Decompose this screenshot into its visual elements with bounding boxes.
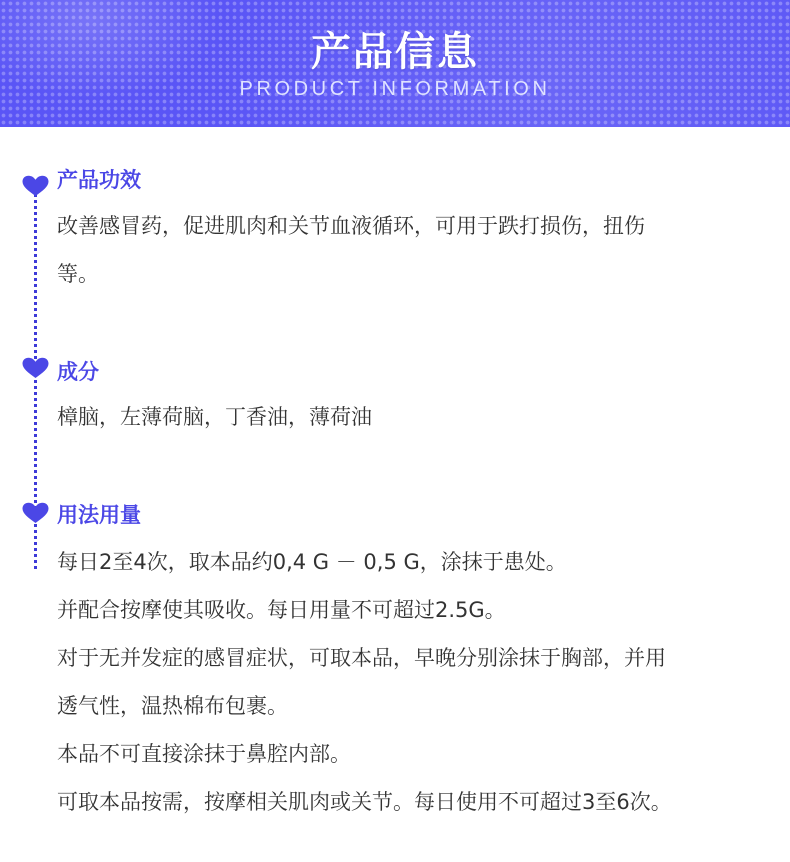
- body-line: 对于无并发症的感冒症状，可取本品，早晚分别涂抹于胸部，并用: [57, 646, 666, 670]
- heart-icon: [22, 175, 49, 197]
- body-line: 本品不可直接涂抹于鼻腔内部。: [57, 742, 351, 766]
- body-line: 每日2至4次，取本品约0,4 G － 0,5 G，涂抹于患处。: [57, 550, 567, 574]
- body-line: 透气性，温热棉布包裹。: [57, 694, 288, 718]
- page-title: 产品信息: [311, 29, 479, 75]
- section-title: 产品功效: [57, 168, 141, 192]
- section-title: 成分: [57, 360, 99, 384]
- page-subtitle: PRODUCT INFORMATION: [239, 78, 551, 100]
- heart-icon: [22, 357, 49, 379]
- body-line: 并配合按摩使其吸收。每日用量不可超过2.5G。: [57, 598, 506, 622]
- header-banner: [0, 0, 790, 127]
- body-line: 樟脑，左薄荷脑，丁香油，薄荷油: [57, 405, 372, 429]
- section-title: 用法用量: [57, 503, 141, 527]
- section-body: [57, 393, 763, 441]
- section-body: [57, 202, 763, 298]
- heart-icon: [22, 502, 49, 524]
- body-line: 改善感冒药，促进肌肉和关节血液循环，可用于跌打损伤，扭伤: [57, 214, 645, 238]
- section-body: [57, 538, 763, 826]
- body-line: 等。: [57, 262, 99, 286]
- body-line: 可取本品按需，按摩相关肌肉或关节。每日使用不可超过3至6次。: [57, 790, 672, 814]
- product-info-content: [0, 127, 790, 862]
